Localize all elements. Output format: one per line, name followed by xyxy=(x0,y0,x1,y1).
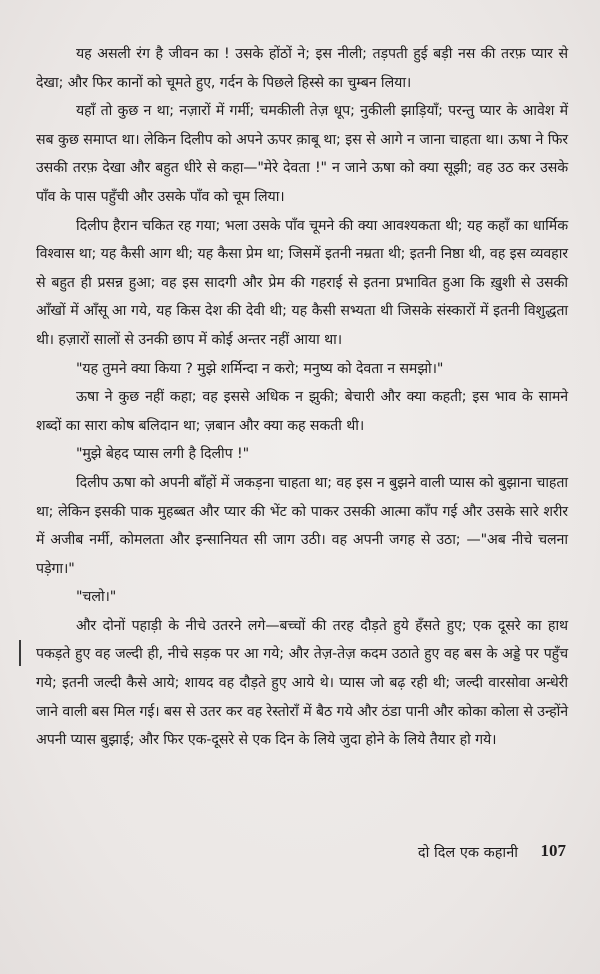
paragraph: यह असली रंग है जीवन का ! उसके होंठों ने; इस नीली; तड़पती हुई बड़ी नस की तरफ़ प्यार से देखा; और फिर कानों को चूमते हुए, गर्दन के पिछले हिस्से का चुम्बन लिया। xyxy=(36,46,568,91)
paragraph: दिलीप ऊषा को अपनी बाँहों में जकड़ना चाहता था; वह इस न बुझने वाली प्यास को बुझाना चाहता था; लेकिन इसकी पाक मुहब्बत और प्यार की भेंट को पाकर उसकी आत्मा काँप गई और उसके सारे शरीर में अजीब नर्मी, कोमलता और इन्सानियत सी जाग उठी। वह अपनी जगह से उठा; —"अब नीचे चलना पड़ेगा।" xyxy=(36,474,568,577)
running-title: दो दिल एक कहानी xyxy=(417,845,518,861)
paragraph: "चलो।" xyxy=(76,589,117,606)
margin-mark xyxy=(19,640,21,666)
page-number: 107 xyxy=(540,841,566,860)
page-footer xyxy=(0,838,600,868)
paragraph: यहाँ तो कुछ न था; नज़ारों में गर्मी; चमकीली तेज़ धूप; नुकीली झाड़ियाँ; परन्तु प्यार के आवेश में सब कुछ समाप्त था। लेकिन दिलीप को अपने ऊपर क़ाबू था; इस से आगे न जाना चाहता था। ऊषा ने फिर उसकी तरफ़ देखा और बहुत धीरे से कहा—"मेरे देवता !" न जाने ऊषा को क्या सूझी; वह उठ कर उसके पाँव के पास पहुँची और उसके पाँव को चूम लिया। xyxy=(36,103,568,205)
body-text xyxy=(36,40,568,755)
paragraph: "मुझे बेहद प्यास लगी है दिलीप !" xyxy=(76,446,250,463)
paragraph: दिलीप हैरान चकित रह गया; भला उसके पाँव चूमने की क्या आवश्यकता थी; यह कहाँ का धार्मिक विश्वास था; यह कैसी आग थी; यह कैसा प्रेम था; जिसमें इतनी नम्रता थी; इतनी निष्ठा थी, वह इस व्यवहार से बहुत ही प्रसन्न हुआ; वह इस सादगी और प्रेम की गहराई से इतना प्रभावित हुआ कि ख़ुशी से उसकी आँखों में आँसू आ गये, यह किस देश की देवी थी; यह कैसी सभ्यता थी जिसके संस्कारों में इतनी विशुद्धता थी। हज़ारों सालों से उनकी छाप में कोई अन्तर नहीं आया था। xyxy=(36,217,568,348)
paragraph: ऊषा ने कुछ नहीं कहा; वह इससे अधिक न झुकी; बेचारी और क्या कहती; इस भाव के सामने शब्दों का सारा कोष बलिदान था; ज़बान और क्या कह सकती थी। xyxy=(36,389,568,434)
paragraph: "यह तुमने क्या किया ? मुझे शर्मिन्दा न करो; मनुष्य को देवता न समझो।" xyxy=(76,360,444,377)
paragraph: और दोनों पहाड़ी के नीचे उतरने लगे—बच्चों की तरह दौड़ते हुये हँसते हुए; एक दूसरे का हाथ पकड़ते हुए वह जल्दी ही, नीचे सड़क पर आ गये; और तेज़-तेज़ कदम उठाते हुए वह बस के अड्डे पर पहुँच गये; इतनी जल्दी कैसे आये; शायद वह दौड़ते हुए आये थे। प्यास जो बढ़ रही थी; जल्दी वारसोवा अन्धेरी जाने वाली बस मिल गई। बस से उतर कर वह रेस्तोराँ में बैठ गये और ठंडा पानी और कोका कोला से उन्होंने अपनी प्यास बुझाई; और फिर एक-दूसरे से एक दिन के लिये जुदा होने के लिये तैयार हो गये। xyxy=(36,617,568,749)
